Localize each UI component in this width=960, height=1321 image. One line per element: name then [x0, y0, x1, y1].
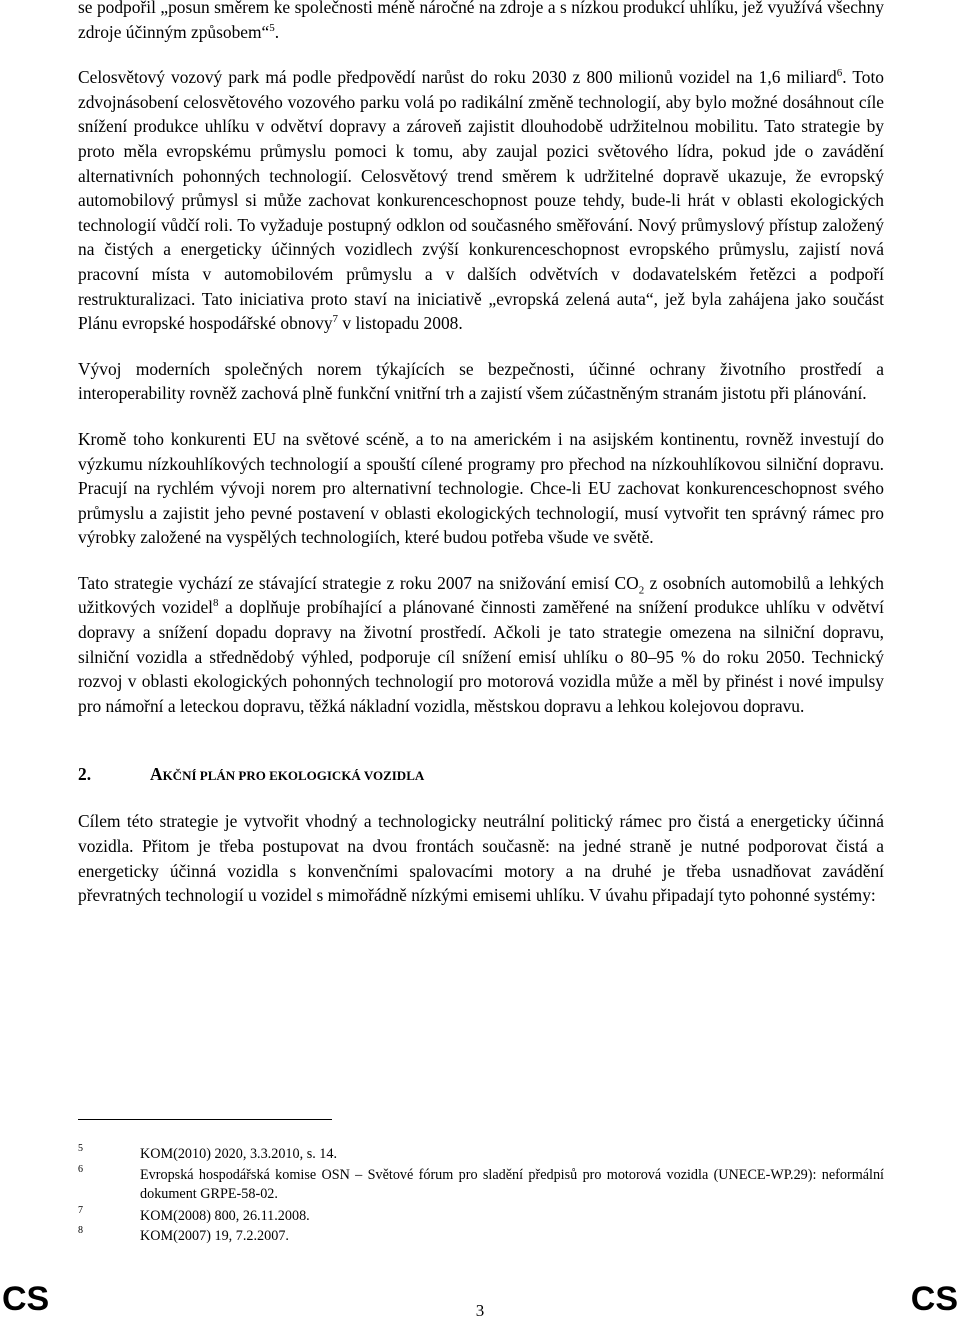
- paragraph-5: Tato strategie vychází ze stávající strategie z roku 2007 na snižování emisí $CO_2$ z osobních automobilů a lehkých užitkových vozidel$^8$ a doplňuje probíhající a plánované činnosti zaměřené na snížení produkce uhlíku v odvětví dopravy a snížení dopadu dopravy na životní prostředí. Ačkoli je tato strategie omezena na silniční dopravu, silniční vozidla a střednědobý výhled, podporuje cíl snížení emisí uhlíku o 80–95 % do roku 2050. Technický rozvoj v oblasti ekologických pohonných technologií pro motorová vozidla může a měl by přinést i nové impulsy pro námořní a leteckou dopravu, těžká nákladní vozidla, městskou dopravu a lehkou kolejovou dopravu.: [78, 572, 885, 716]
- section-number: 2.: [78, 764, 92, 785]
- footer-language-left: CS: [2, 1280, 50, 1318]
- paragraph-2: Celosvětový vozový park má podle předpovědí narůst do roku 2030 z 800 milionů vozidel na 1,6 miliard$^6$. Toto zdvojnásobení celosvětového vozového parku volá po radikální změně technologií, aby bylo možné dosáhnout cíle snížení produkce uhlíku v odvětví dopravy a zároveň zajistit dlouhodobě udržitelnou mobilitu. Tato strategie by proto měla evropskému průmyslu pomoci k tomu, aby zaujal pozici světového lídra, pokud jde o zavádění alternativních pohonných technologií. Celosvětový trend směrem k udržitelné dopravě ukazuje, že evropský automobilový průmysl si může zachovat konkurenceschopnost pouze tehdy, bude-li hrát v oblasti ekologických technologií vůdčí roli. To vyžaduje postupný odklon od současného směřování. Nový průmyslový přístup založený na čistých a energeticky účinných vozidlech zvýší konkurenceschopnost evropského průmyslu, zajistí nová pracovní místa v automobilovém průmyslu a v dalších odvětvích v dodavatelském řetězci a podpoří restrukturalizaci. Tato iniciativa proto staví na iniciativě „evropská zelená auta“, jež byla zahájena jako součást Plánu evropské hospodářské obnovy$^7$ v listopadu 2008.: [78, 67, 884, 334]
- footer-language-right: CS: [910, 1280, 958, 1318]
- section-heading: 2. AKČNÍ PLÁN PRO EKOLOGICKÁ VOZIDLA: [78, 764, 425, 785]
- paragraph-4: Kromě toho konkurenti EU na světové scéně, a to na americkém i na asijském kontinentu, rovněž investují do výzkumu nízkouhlíkových technologií a spouští cílené programy pro přechod na nízkouhlíkovou silniční dopravu. Pracují na rychlém vývoji norem pro alternativní technologie. Chce-li EU zachovat konkurenceschopnost svého průmyslu a zajistit jeho pevné postavení v oblasti ekologických technologií, musí vytvořit ten správný rámec pro výrobky založené na vyspělých technologiích, které budou potřeba všude ve světě.: [78, 428, 884, 548]
- footnote-ref-5[interactable]: 5: [269, 21, 275, 34]
- paragraph-3: Vývoj moderních společných norem týkajících se bezpečnosti, účinné ochrany životního prostředí a interoperability rovněž zachová plně funkční vnitřní trh a zajistí všem zúčastněným stranám jistotu při plánování.: [78, 358, 884, 404]
- section-title: KČNÍ PLÁN PRO EKOLOGICKÁ VOZIDLA: [162, 768, 425, 784]
- paragraph-1: se podpořil „posun směrem ke společnosti méně náročné na zdroje a s nízkou produkcí uhlíku, jež využívá všechny zdroje účinným způsobem“$^5$.: [78, 0, 884, 44]
- paragraph-6: Cílem této strategie je vytvořit vhodný a technologicky neutrální politický rámec pro čistá a energeticky účinná vozidla. Přitom je třeba postupovat na dvou frontách současně: na jedné straně je nutné podporovat čistá a energeticky účinná vozidla s konvenčními spalovacími motory a na druhé je třeba usnadňovat zavádění převratných technologií u vozidel s mimořádně nízkými emisemi uhlíku. V úvahu připadají tyto pohonné systémy:: [78, 811, 884, 906]
- footnote-ref-8[interactable]: 8: [213, 597, 219, 610]
- page-number: 3: [475, 1301, 485, 1320]
- footnote-ref-6[interactable]: 6: [836, 67, 843, 80]
- footnote-separator: [78, 1119, 332, 1120]
- document-page: [78, 0, 884, 908]
- paragraph-1-text: se podpořil „posun směrem ke společnosti méně náročné na zdroje a s nízkou produkcí uhlíku, jež využívá všechny zdroje účinným způsobem“: [78, 0, 884, 42]
- footnote-ref-7[interactable]: 7: [332, 313, 339, 326]
